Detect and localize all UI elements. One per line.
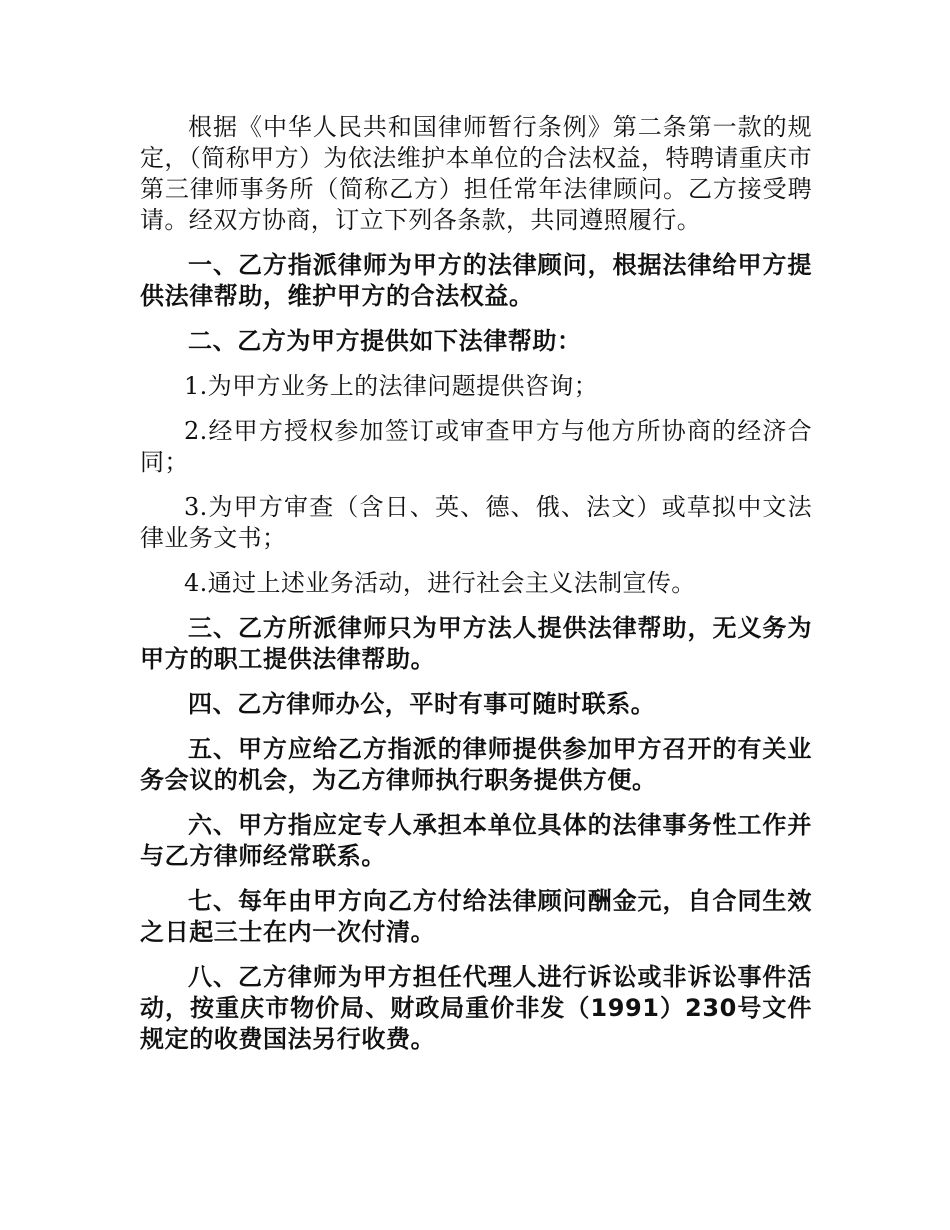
clause-1: 一、乙方指派律师为甲方的法律顾问，根据法律给甲方提供法律帮助，维护甲方的合法权益。 bbox=[140, 251, 812, 310]
clause-2-item-2: 2.经甲方授权参加签订或审查甲方与他方所协商的经济合同； bbox=[140, 417, 812, 476]
clause-6: 六、甲方指应定专人承担本单位具体的法律事务性工作并与乙方律师经常联系。 bbox=[140, 811, 812, 870]
clause-2-item-3: 3.为甲方审查（含日、英、德、俄、法文）或草拟中文法律业务文书； bbox=[140, 493, 812, 552]
clause-2-item-4: 4.通过上述业务活动，进行社会主义法制宣传。 bbox=[184, 569, 696, 597]
clause-4: 四、乙方律师办公，平时有事可随时联系。 bbox=[188, 690, 656, 718]
clause-3: 三、乙方所派律师只为甲方法人提供法律帮助，无义务为甲方的职工提供法律帮助。 bbox=[140, 614, 812, 673]
clause-8: 八、乙方律师为甲方担任代理人进行诉讼或非诉讼事件活动，按重庆市物价局、财政局重价非发（1991）230号文件规定的收费国法另行收费。 bbox=[140, 963, 812, 1053]
clause-7: 七、每年由甲方向乙方付给法律顾问酬金元，自合同生效之日起三士在内一次付清。 bbox=[140, 887, 812, 946]
intro-paragraph: 根据《中华人民共和国律师暂行条例》第二条第一款的规定，（简称甲方）为依法维护本单位的合法权益，特聘请重庆市第三律师事务所（简称乙方）担任常年法律顾问。乙方接受聘请。经双方协商，订立下列各条款，共同遵照履行。 bbox=[140, 113, 812, 234]
clause-2-heading: 二、乙方为甲方提供如下法律帮助： bbox=[188, 327, 582, 355]
document-page bbox=[140, 112, 812, 1069]
clause-5: 五、甲方应给乙方指派的律师提供参加甲方召开的有关业务会议的机会，为乙方律师执行职务提供方便。 bbox=[140, 735, 812, 794]
clause-2-item-1: 1.为甲方业务上的法律问题提供咨询； bbox=[184, 372, 599, 400]
